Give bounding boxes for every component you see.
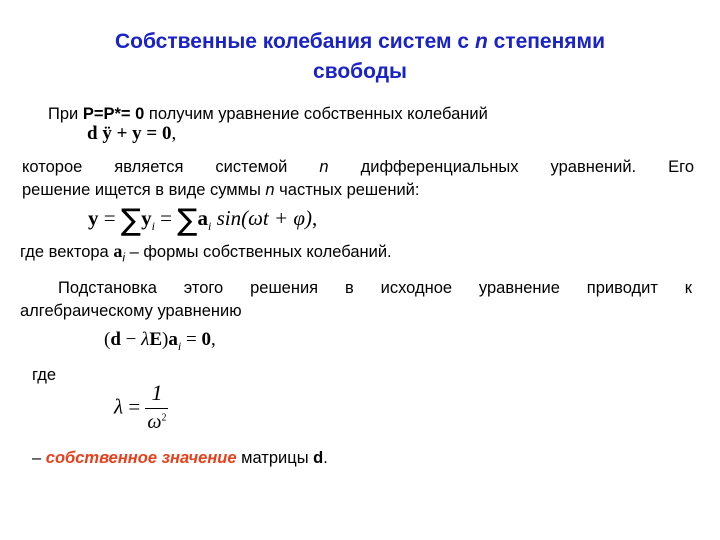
equation-solution-sum: $y = \sum y_i = \sum a_i$ sin(ωt + φ),: [88, 203, 318, 238]
paragraph-substitution: [20, 277, 692, 323]
title-line-2: свободы: [313, 60, 407, 83]
paragraph-substitution-line-2: алгебраическому уравнению: [20, 302, 242, 320]
equation-motion: d ÿ + y = 0,: [87, 123, 177, 144]
sum-icon: ∑: [120, 203, 142, 238]
label-where: где: [32, 366, 57, 384]
paragraph-intro: При P=P*= 0 получим уравнение собственных колебаний: [48, 105, 488, 123]
fraction: $\frac{1}{\omega^2}$: [147, 380, 167, 433]
slide-title: [0, 27, 720, 87]
paragraph-system-line-2: решение ищется в виде суммы n частных решений:: [22, 181, 420, 199]
equation-lambda: λ = $\frac{1}{\omega^2}$: [114, 380, 167, 433]
term-eigenvalue: собственное значение: [45, 449, 237, 467]
paragraph-substitution-line-1: Подстановка этого решения в исходное уравнение приводит к: [58, 279, 692, 297]
paragraph-system: [22, 156, 694, 202]
equation-algebraic: $(d - \lambda E)a_i = 0$,: [104, 329, 216, 353]
paragraph-mode-shapes: где вектора $a_i$ – формы собственных колебаний.: [20, 241, 392, 265]
title-line-1: Собственные колебания систем с n степенями: [114, 30, 605, 53]
paragraph-eigenvalue: – собственное значение матрицы d.: [32, 449, 328, 467]
paragraph-system-line-1: которое является системой n дифференциальных уравнений. Его: [22, 158, 694, 176]
sum-icon-2: ∑: [177, 203, 198, 238]
